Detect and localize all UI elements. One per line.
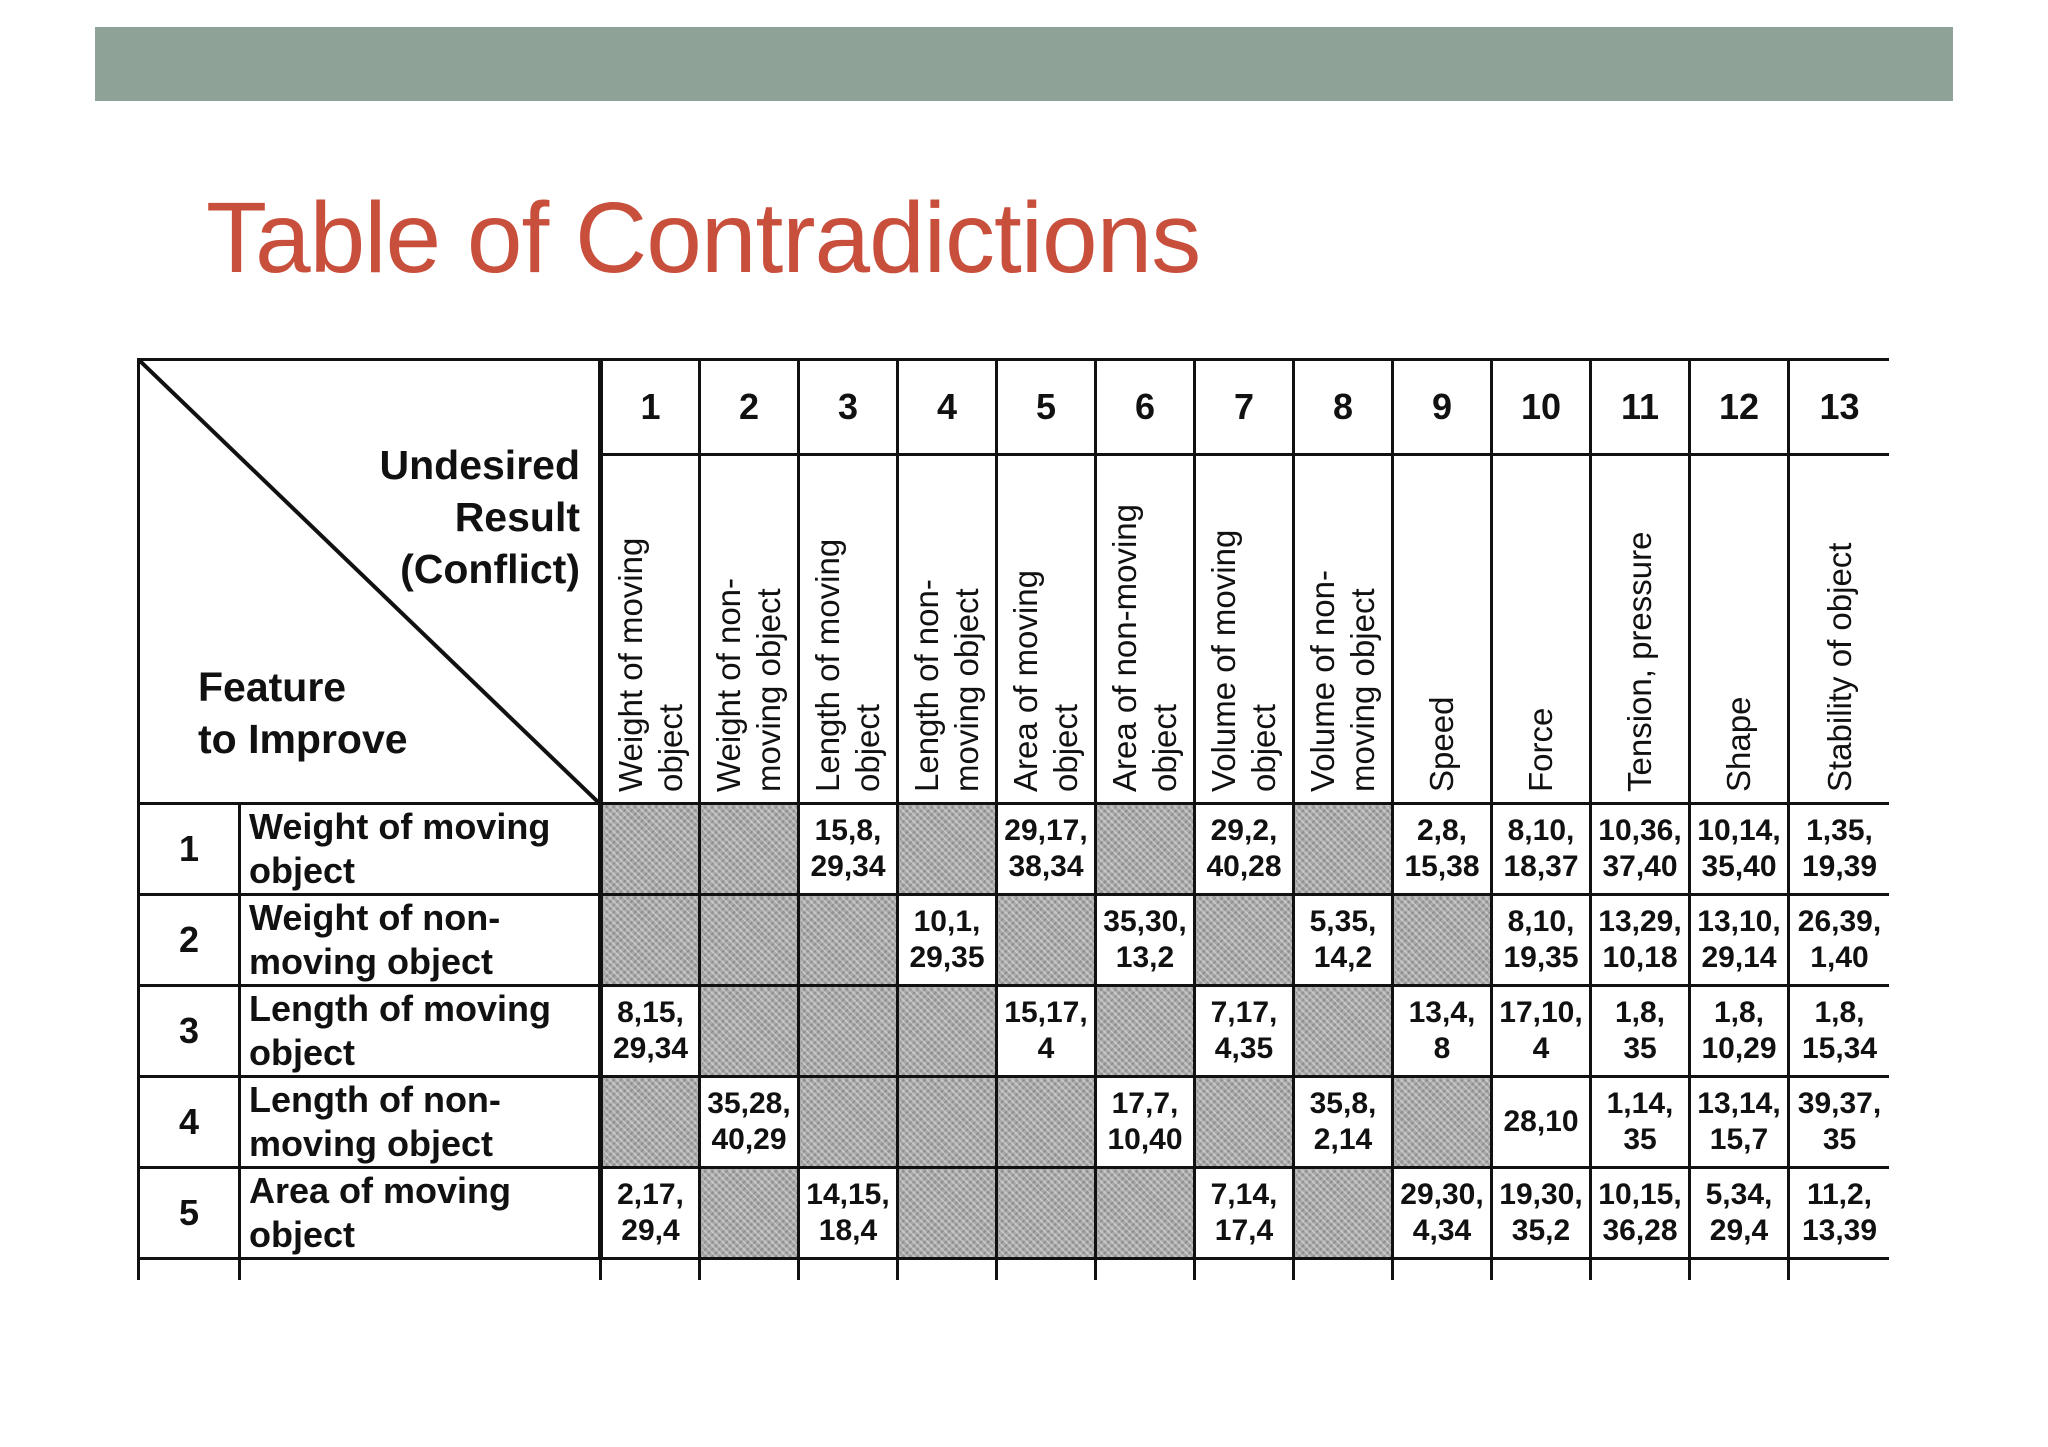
principle-cell (898, 895, 997, 986)
principle-cell (601, 986, 700, 1077)
row-feature-label (240, 1077, 601, 1168)
principle-numbers: 13,29, 10,18 (1598, 905, 1682, 974)
principle-cell (1294, 895, 1393, 986)
shaded-cell (1393, 1077, 1492, 1168)
principle-numbers: 1,8, 15,34 (1801, 996, 1878, 1065)
principle-numbers: 39,37, 35 (1797, 1087, 1882, 1156)
row-feature-text: Weight of non- moving object (249, 897, 501, 982)
principle-numbers: 1,35, 19,39 (1801, 814, 1878, 883)
column-header (1195, 455, 1294, 804)
shaded-cell (1393, 895, 1492, 986)
column-header (700, 455, 799, 804)
table-row (139, 1077, 1890, 1168)
undesired-label-line: Undesired (379, 442, 580, 488)
shaded-cell (601, 804, 700, 895)
row-feature-label (240, 804, 601, 895)
column-number: 3 (799, 360, 898, 455)
principle-cell (1195, 986, 1294, 1077)
cutoff-cell (1690, 1259, 1789, 1281)
principle-cell (1393, 1168, 1492, 1259)
cutoff-cell (240, 1259, 601, 1281)
principle-cell (799, 804, 898, 895)
principle-numbers: 2,17, 29,4 (617, 1178, 684, 1247)
column-header-label: Weight of non- moving object (710, 577, 787, 792)
principle-numbers: 35,30, 13,2 (1103, 905, 1187, 974)
table-row (139, 804, 1890, 895)
cutoff-cell (898, 1259, 997, 1281)
shaded-cell (700, 1168, 799, 1259)
shaded-cell (1195, 895, 1294, 986)
column-header-label: Shape (1720, 696, 1757, 792)
principle-numbers: 5,34, 29,4 (1705, 1178, 1773, 1247)
shaded-cell (1096, 1168, 1195, 1259)
cutoff-cell (1195, 1259, 1294, 1281)
column-header-label: Volume of non- moving object (1304, 569, 1381, 792)
principle-numbers: 8,10, 19,35 (1503, 905, 1579, 974)
column-header (1789, 455, 1890, 804)
principle-cell (1591, 1168, 1690, 1259)
shaded-cell (1294, 1168, 1393, 1259)
row-number: 5 (139, 1168, 240, 1259)
principle-numbers: 7,14, 17,4 (1210, 1178, 1278, 1247)
principle-cell (601, 1168, 700, 1259)
row-feature-label (240, 895, 601, 986)
column-number: 5 (997, 360, 1096, 455)
row-feature-label (240, 986, 601, 1077)
shaded-cell (997, 895, 1096, 986)
header-number-row (139, 360, 1890, 455)
principle-numbers: 29,30, 4,34 (1400, 1178, 1484, 1247)
principle-cell (997, 804, 1096, 895)
principle-numbers: 10,14, 35,40 (1697, 814, 1781, 883)
column-header (1690, 455, 1789, 804)
principle-cell (700, 1077, 799, 1168)
principle-numbers: 15,17, 4 (1004, 996, 1088, 1065)
shaded-cell (700, 986, 799, 1077)
principle-numbers: 8,15, 29,34 (612, 996, 689, 1065)
shaded-cell (898, 804, 997, 895)
shaded-cell (601, 1077, 700, 1168)
cutoff-cell (799, 1259, 898, 1281)
cutoff-cell (997, 1259, 1096, 1281)
principle-numbers: 1,8, 35 (1614, 996, 1666, 1065)
shaded-cell (997, 1077, 1096, 1168)
principle-numbers: 10,15, 36,28 (1598, 1178, 1682, 1247)
principle-cell (1690, 1168, 1789, 1259)
undesired-label-line: Result (454, 494, 580, 540)
principle-cell (1690, 895, 1789, 986)
principle-cell (1591, 804, 1690, 895)
undesired-label-line: (Conflict) (400, 546, 580, 592)
principle-numbers: 11,2, 13,39 (1801, 1178, 1878, 1247)
shaded-cell (799, 986, 898, 1077)
slide-title: Table of Contradictions (206, 182, 1201, 294)
principle-numbers: 1,14, 35 (1606, 1087, 1674, 1156)
principle-cell (1690, 804, 1789, 895)
principle-cell (1789, 895, 1890, 986)
principle-cell (1690, 1077, 1789, 1168)
principle-cell (997, 986, 1096, 1077)
principle-cell (1492, 1168, 1591, 1259)
cutoff-cell (1789, 1259, 1890, 1281)
column-number: 2 (700, 360, 799, 455)
principle-numbers: 7,17, 4,35 (1210, 996, 1278, 1065)
table-row (139, 986, 1890, 1077)
row-feature-text: Length of non- moving object (249, 1079, 501, 1164)
shaded-cell (1294, 986, 1393, 1077)
principle-cell (1492, 804, 1591, 895)
shaded-cell (1096, 804, 1195, 895)
column-header (997, 455, 1096, 804)
column-header-label: Area of non-moving object (1106, 503, 1183, 792)
principle-cell (1591, 895, 1690, 986)
principle-cell (799, 1168, 898, 1259)
principle-cell (1195, 1168, 1294, 1259)
row-number: 2 (139, 895, 240, 986)
row-feature-text: Length of moving object (249, 988, 551, 1073)
column-number: 12 (1690, 360, 1789, 455)
principle-numbers: 10,1, 29,35 (909, 905, 985, 974)
column-header (1492, 455, 1591, 804)
column-number: 4 (898, 360, 997, 455)
principle-cell (1393, 986, 1492, 1077)
table-corner-cell (139, 360, 601, 804)
row-number: 4 (139, 1077, 240, 1168)
row-feature-label (240, 1168, 601, 1259)
shaded-cell (1195, 1077, 1294, 1168)
column-number: 6 (1096, 360, 1195, 455)
principle-numbers: 29,17, 38,34 (1004, 814, 1088, 883)
principle-numbers: 19,30, 35,2 (1499, 1178, 1583, 1247)
principle-cell (1294, 1077, 1393, 1168)
cutoff-cell (139, 1259, 240, 1281)
column-header (1591, 455, 1690, 804)
principle-cell (1492, 986, 1591, 1077)
principle-numbers: 13,4, 8 (1408, 996, 1476, 1065)
principle-numbers: 26,39, 1,40 (1797, 905, 1882, 974)
column-header (1096, 455, 1195, 804)
shaded-cell (700, 804, 799, 895)
shaded-cell (799, 1077, 898, 1168)
shaded-cell (1096, 986, 1195, 1077)
header-bar (95, 27, 1953, 101)
table-row-cutoff (139, 1259, 1890, 1281)
principle-cell (1492, 1077, 1591, 1168)
shaded-cell (700, 895, 799, 986)
column-number: 13 (1789, 360, 1890, 455)
principle-cell (1789, 1077, 1890, 1168)
principle-cell (1393, 804, 1492, 895)
column-number: 7 (1195, 360, 1294, 455)
column-header-label: Force (1522, 707, 1559, 792)
principle-numbers: 5,35, 14,2 (1309, 905, 1377, 974)
feature-label-line: Feature (198, 664, 347, 710)
row-feature-text: Area of moving object (249, 1170, 512, 1255)
column-header (1294, 455, 1393, 804)
column-number: 11 (1591, 360, 1690, 455)
column-number: 1 (601, 360, 700, 455)
column-number: 8 (1294, 360, 1393, 455)
column-header (799, 455, 898, 804)
column-header-label: Length of moving object (809, 538, 886, 792)
column-header-label: Area of moving object (1007, 569, 1084, 792)
principle-numbers: 13,10, 29,14 (1697, 905, 1781, 974)
undesired-result-label (380, 439, 581, 595)
cutoff-cell (1294, 1259, 1393, 1281)
principle-numbers: 35,8, 2,14 (1309, 1087, 1377, 1156)
column-header-label: Length of non- moving object (908, 578, 985, 792)
principle-numbers: 28,10 (1503, 1105, 1579, 1138)
shaded-cell (1294, 804, 1393, 895)
column-number: 10 (1492, 360, 1591, 455)
principle-numbers: 10,36, 37,40 (1598, 814, 1682, 883)
cutoff-cell (1393, 1259, 1492, 1281)
principle-numbers: 17,10, 4 (1499, 996, 1583, 1065)
principle-numbers: 8,10, 18,37 (1503, 814, 1579, 883)
principle-cell (1492, 895, 1591, 986)
principle-numbers: 29,2, 40,28 (1206, 814, 1282, 883)
principle-numbers: 15,8, 29,34 (810, 814, 886, 883)
cutoff-cell (1492, 1259, 1591, 1281)
principle-cell (1789, 804, 1890, 895)
principle-cell (1195, 804, 1294, 895)
contradiction-table (137, 358, 1889, 1280)
row-number: 1 (139, 804, 240, 895)
shaded-cell (898, 986, 997, 1077)
row-number: 3 (139, 986, 240, 1077)
principle-numbers: 17,7, 10,40 (1107, 1087, 1183, 1156)
column-header (601, 455, 700, 804)
cutoff-cell (700, 1259, 799, 1281)
column-header-label: Weight of moving object (611, 537, 689, 792)
principle-numbers: 35,28, 40,29 (707, 1087, 791, 1156)
column-header-label: Stability of object (1820, 542, 1858, 792)
column-number: 9 (1393, 360, 1492, 455)
shaded-cell (997, 1168, 1096, 1259)
column-header-label: Volume of moving object (1205, 529, 1282, 792)
cutoff-cell (601, 1259, 700, 1281)
principle-cell (1789, 1168, 1890, 1259)
principle-numbers: 1,8, 10,29 (1701, 996, 1777, 1065)
principle-cell (1096, 895, 1195, 986)
column-header-label: Speed (1423, 696, 1460, 792)
row-feature-text: Weight of moving object (249, 806, 551, 891)
shaded-cell (601, 895, 700, 986)
feature-label-line: to Improve (198, 716, 408, 762)
cutoff-cell (1591, 1259, 1690, 1281)
cutoff-cell (1096, 1259, 1195, 1281)
shaded-cell (898, 1077, 997, 1168)
principle-cell (1591, 1077, 1690, 1168)
principle-numbers: 13,14, 15,7 (1697, 1087, 1781, 1156)
column-header (898, 455, 997, 804)
shaded-cell (799, 895, 898, 986)
table-row (139, 895, 1890, 986)
feature-to-improve-label (198, 661, 408, 765)
principle-numbers: 2,8, 15,38 (1404, 814, 1480, 883)
contradiction-table-container (137, 358, 1889, 1280)
column-header-label: Tension, pressure (1621, 531, 1658, 792)
principle-numbers: 14,15, 18,4 (806, 1178, 890, 1247)
principle-cell (1789, 986, 1890, 1077)
principle-cell (1690, 986, 1789, 1077)
principle-cell (1591, 986, 1690, 1077)
principle-cell (1096, 1077, 1195, 1168)
column-header (1393, 455, 1492, 804)
table-row (139, 1168, 1890, 1259)
shaded-cell (898, 1168, 997, 1259)
